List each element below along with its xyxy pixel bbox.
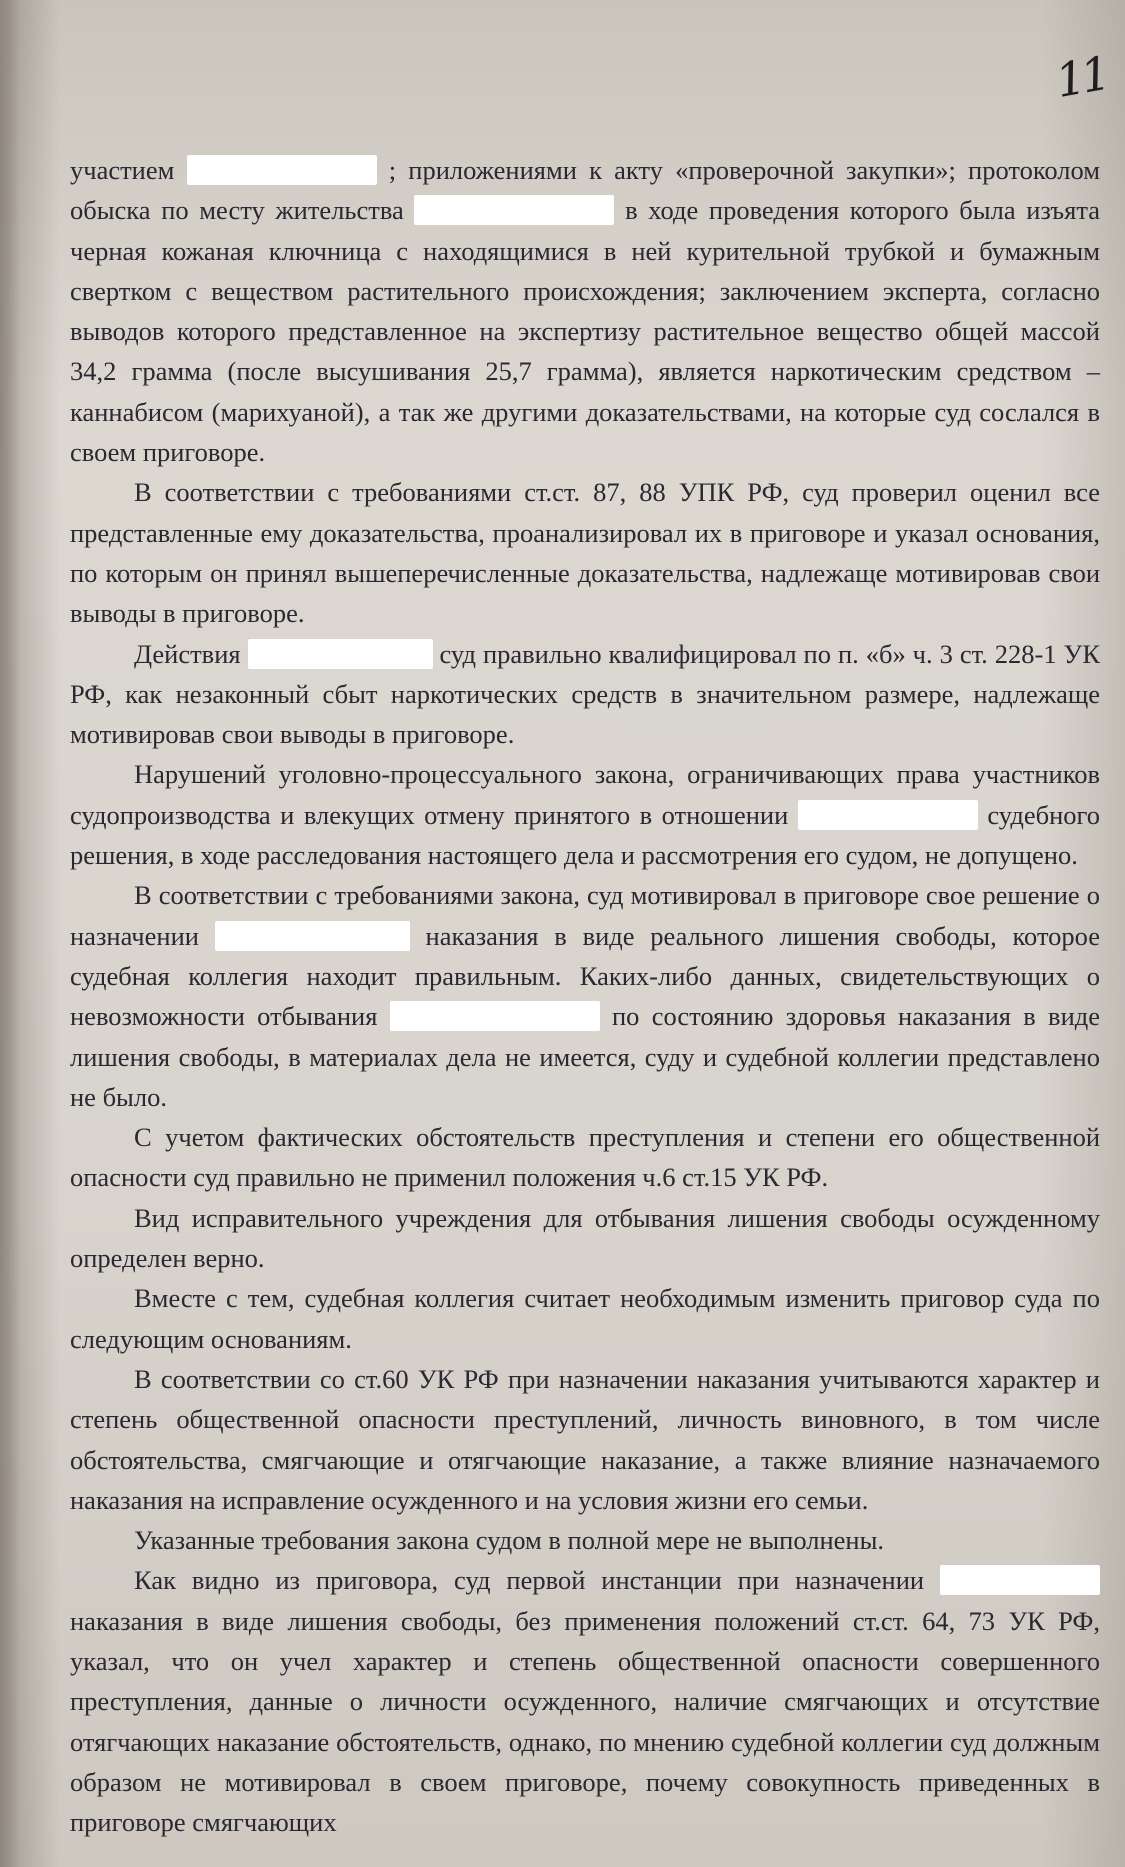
text-fragment: Нарушений уголовно-процессуального закона, ограничивающих права участников судопроизводства и влекущих отмену принятого в отношении <box>70 759 1100 830</box>
paragraph-first-instance <box>70 1560 1100 1842</box>
scan-edge-shadow <box>0 0 20 1867</box>
text-fragment: наказания в виде лишения свободы, без применения положений ст.ст. 64, 73 УК РФ, указал, что он учел характер и степень общественной опасности совершенного преступления, данные о личности осужденного, наличие смягчающих и отсутствие отягчающих наказание обстоятельств, однако, по мнению судебной коллегии суд должным образом не мотивировал в своем приговоре, почему совокупность приведенных в приговоре смягчающих <box>70 1605 1100 1838</box>
paragraph-qualification <box>70 634 1100 755</box>
paragraph-circumstances: С учетом фактических обстоятельств преступления и степени его общественной опасности суд правильно не применил положения ч.6 ст.15 УК РФ. <box>70 1122 1100 1193</box>
document-body <box>70 150 1100 1842</box>
text-fragment: по состоянию здоровья наказания в виде лишения свободы, в материалах дела не имеется, суду и судебной коллегии представлено не было. <box>70 1001 1101 1112</box>
redacted-name <box>940 1565 1100 1595</box>
paragraph-evaluation: В соответствии с требованиями ст.ст. 87, 88 УПК РФ, суд проверил оценил все представленные ему доказательства, проанализировал их в приговоре и указал основания, по которым он принял вышеперечисленные доказательства, надлежаще мотивировав свои выводы в приговоре. <box>70 477 1100 629</box>
text-fragment: ; приложениями к акту «проверочной закупки»; протоколом обыска по месту жительства <box>70 155 1101 226</box>
text-fragment: суд правильно квалифицировал по п. «б» ч. 3 ст. 228-1 УК РФ, как незаконный сбыт наркотических средств в значительном размере, надлежаще мотивировав свои выводы в приговоре. <box>70 638 1100 750</box>
redacted-name <box>215 921 410 951</box>
paragraph-article-60: В соответствии со ст.60 УК РФ при назначении наказания учитываются характер и степень общественной опасности преступлений, личность виновного, в том числе обстоятельства, смягчающие и отягчающие наказание, а также влияние назначаемого наказания на исправление осужденного и на условия жизни его семьи. <box>70 1363 1100 1515</box>
paragraph-institution: Вид исправительного учреждения для отбывания лишения свободы осужденному определен верно. <box>70 1202 1100 1274</box>
paragraph-requirements: Указанные требования закона судом в полной мере не выполнены. <box>134 1525 884 1556</box>
redacted-name <box>390 1001 600 1031</box>
paragraph-sentence <box>70 875 1100 1117</box>
paragraph-violations <box>70 754 1100 875</box>
paragraph-change: Вместе с тем, судебная коллегия считает необходимым изменить приговор суда по следующим основаниям. <box>70 1283 1100 1354</box>
text-fragment: в ходе проведения которого была изъята черная кожаная ключница с находящимися в ней курительной трубкой и бумажным свертком с веществом растительного происхождения; заключением эксперта, согласно выводов которого представленное на экспертизу растительное вещество общей массой 34,2 грамма (после высушивания 25,7 грамма), является наркотическим средством – каннабисом (марихуаной), а так же другими доказательствами, на которые суд сослался в своем приговоре. <box>70 195 1100 468</box>
text-fragment: В соответствии с требованиями закона, суд мотивировал в приговоре свое решение о назначении <box>70 880 1100 951</box>
redacted-name <box>187 155 377 185</box>
redacted-name <box>248 639 433 669</box>
page-number-handwritten: 11 <box>1052 46 1112 108</box>
text-fragment: участием <box>70 155 175 185</box>
redacted-name <box>414 195 614 225</box>
text-fragment: Как видно из приговора, суд первой инстанции при назначении <box>134 1565 925 1596</box>
redacted-name <box>798 800 978 830</box>
text-fragment: наказания в виде реального лишения свободы, которое судебная коллегия находит правильным. Каких-либо данных, свидетельствующих о невозможности отбывания <box>70 920 1101 1032</box>
paragraph-evidence <box>70 150 1100 472</box>
text-fragment: судебного решения, в ходе расследования настоящего дела и рассмотрения его судом, не допущено. <box>70 799 1101 871</box>
text-fragment: Действия <box>134 638 241 669</box>
